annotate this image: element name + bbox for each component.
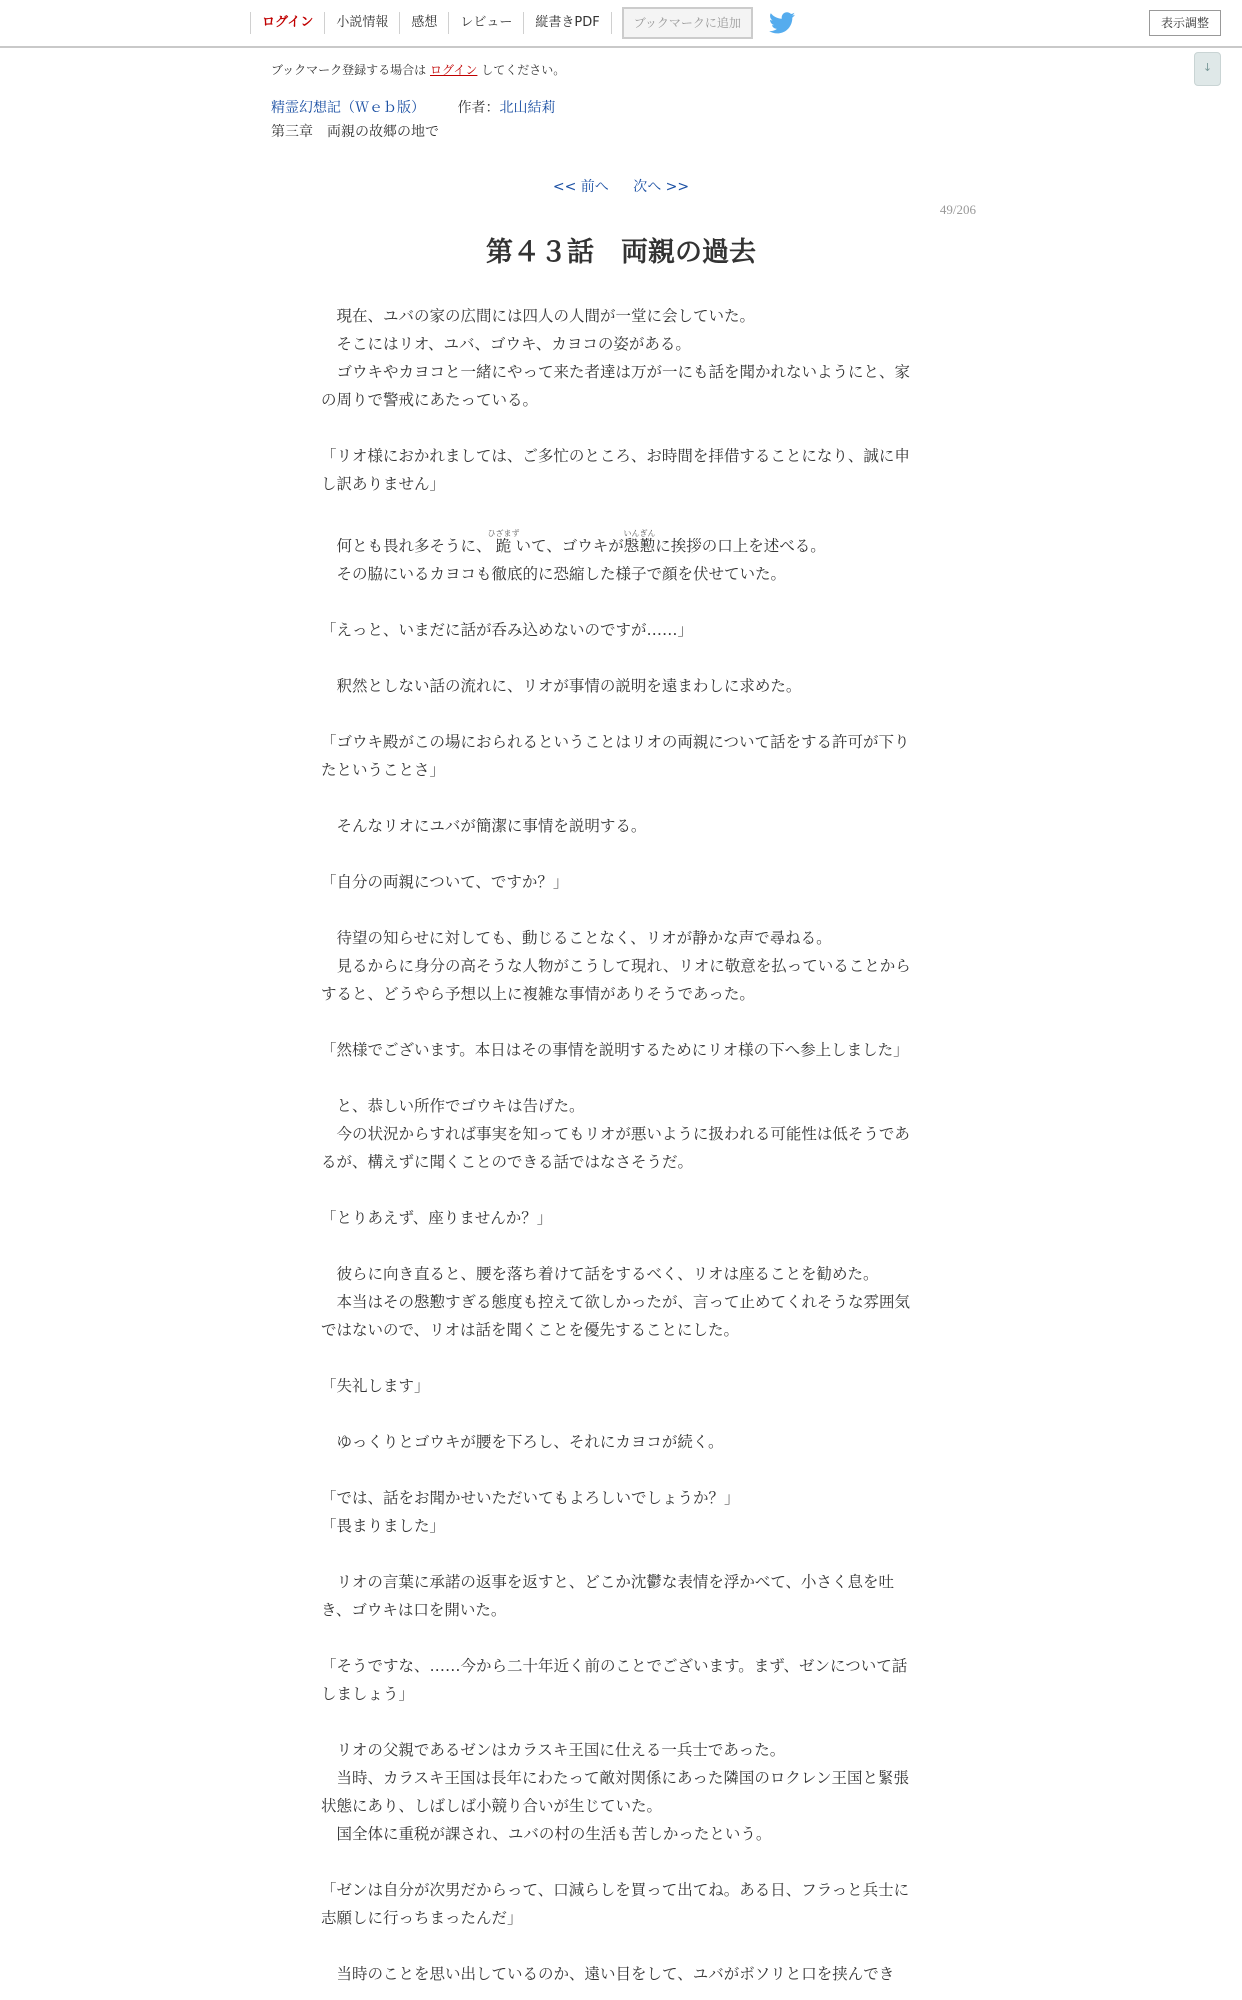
series-title-link[interactable]: 精霊幻想記（Ｗｅｂ版） — [271, 100, 425, 116]
notice-prefix: ブックマーク登録する場合は — [271, 63, 427, 77]
paragraph: 「では、話をお聞かせいただいてもよろしいでしょうか？」 — [321, 1489, 740, 1507]
episode-pager — [0, 176, 1242, 196]
paragraph: 今の状況からすれば事実を知ってもリオが悪いように扱われる可能性は低そうであるが、構えずに聞くことのできる話ではなさそうだ。 — [321, 1125, 910, 1171]
ruby-ingin: 慇懃いんぎん — [623, 529, 656, 555]
paragraph: 当時、カラスキ王国は長年にわたって敵対関係にあった隣国のロクレン王国と緊張状態にあり、しばしば小競り合いが生じていた。 — [321, 1769, 909, 1815]
author-link[interactable]: 北山結莉 — [499, 100, 556, 116]
add-bookmark-button[interactable]: ブックマークに追加 — [622, 7, 753, 39]
paragraph — [321, 1540, 921, 1568]
ruby-hizamazu: 跪ひざまず — [487, 529, 520, 555]
twitter-bird-icon[interactable] — [769, 12, 795, 34]
paragraph: 国全体に重税が課され、ユバの村の生活も苦しかったという。 — [321, 1825, 772, 1843]
paragraph — [321, 1064, 921, 1092]
paragraph: 「えっと、いまだに話が呑み込めないのですが……」 — [321, 621, 694, 639]
next-episode-link[interactable]: 次へ >> — [633, 179, 690, 195]
nav-novel-info[interactable]: 小説情報 — [325, 12, 400, 34]
prev-episode-link[interactable]: << 前へ — [552, 179, 609, 195]
paragraph — [321, 1400, 921, 1428]
paragraph — [321, 1624, 921, 1652]
paragraph: 当時のことを思い出しているのか、遠い目をして、ユバがボソリと口を挟んでき — [321, 1965, 895, 1983]
paragraph — [321, 1232, 921, 1260]
paragraph — [321, 1988, 921, 2000]
paragraph: その脇にいるカヨコも徹底的に恐縮した様子で顔を伏せていた。 — [321, 565, 787, 583]
paragraph: 「畏まりました」 — [321, 1517, 446, 1535]
paragraph — [321, 498, 921, 526]
episode-title: 第４３話 両親の過去 — [486, 237, 756, 268]
scroll-down-button[interactable]: ↓ — [1194, 52, 1221, 86]
paragraph — [321, 1344, 921, 1372]
nav-review[interactable]: レビュー — [449, 12, 524, 34]
paragraph — [321, 700, 921, 728]
paragraph: 「失礼します」 — [321, 1377, 430, 1395]
top-header — [0, 0, 1242, 48]
paragraph: と、恭しい所作でゴウキは告げた。 — [321, 1097, 585, 1115]
paragraph: 釈然としない話の流れに、リオが事情の説明を遠まわしに求めた。 — [321, 677, 802, 695]
episode-counter: 49/206 — [939, 202, 976, 217]
paragraph — [321, 414, 921, 442]
paragraph — [321, 1456, 921, 1484]
bookmark-login-notice — [271, 61, 565, 78]
paragraph — [321, 644, 921, 672]
paragraph: そんなリオにユバが簡潔に事情を説明する。 — [321, 817, 647, 835]
paragraph: 待望の知らせに対しても、動じることなく、リオが静かな声で尋ねる。 — [321, 929, 832, 947]
paragraph: リオの父親であるゼンはカラスキ王国に仕える一兵士であった。 — [321, 1741, 786, 1759]
paragraph: 「然様でございます。本日はその事情を説明するためにリオ様の下へ参上しました」 — [321, 1041, 909, 1059]
series-info — [271, 97, 555, 117]
paragraph: ゴウキやカヨコと一緒にやって来た者達は万が一にも話を聞かれないようにと、家の周りで警戒にあたっている。 — [321, 363, 911, 409]
author-label: 作者： — [457, 100, 500, 116]
notice-suffix: してください。 — [481, 63, 566, 77]
nav-impressions[interactable]: 感想 — [400, 12, 449, 34]
paragraph: 「そうですな、……今から二十年近く前のことでございます。まず、ゼンについて話しましょう」 — [321, 1657, 908, 1703]
paragraph — [321, 1708, 921, 1736]
ruby-paragraph: 何とも畏れ多そうに、跪ひざまずいて、ゴウキが慇懃いんぎんに挨拶の口上を述べる。 — [321, 529, 826, 555]
top-nav — [250, 0, 795, 46]
episode-body — [321, 302, 921, 2000]
notice-login-link[interactable]: ログイン — [430, 63, 478, 77]
nav-login[interactable]: ログイン — [250, 12, 325, 34]
paragraph: 現在、ユバの家の広間には四人の人間が一堂に会していた。 — [321, 307, 756, 325]
paragraph — [321, 1848, 921, 1876]
paragraph: 「とりあえず、座りませんか？」 — [321, 1209, 553, 1227]
paragraph: ゆっくりとゴウキが腰を下ろし、それにカヨコが続く。 — [321, 1433, 724, 1451]
paragraph: リオの言葉に承諾の返事を返すと、どこか沈鬱な表情を浮かべて、小さく息を吐き、ゴウキは口を開いた。 — [321, 1573, 895, 1619]
paragraph: 本当はその慇懃すぎる態度も控えて欲しかったが、言って止めてくれそうな雰囲気ではないので、リオは話を聞くことを優先することにした。 — [321, 1293, 911, 1339]
nav-vertical-pdf[interactable]: 縦書きPDF — [524, 12, 611, 34]
paragraph: 「ゴウキ殿がこの場におられるということはリオの両親について話をする許可が下りたということさ」 — [321, 733, 910, 779]
paragraph — [321, 1176, 921, 1204]
paragraph — [321, 588, 921, 616]
paragraph — [321, 840, 921, 868]
paragraph — [321, 784, 921, 812]
paragraph: 彼らに向き直ると、腰を落ち着けて話をするべく、リオは座ることを勧めた。 — [321, 1265, 879, 1283]
paragraph: 「ゼンは自分が次男だからって、口減らしを買って出てね。ある日、フラっと兵士に志願しに行っちまったんだ」 — [321, 1881, 910, 1927]
paragraph — [321, 896, 921, 924]
paragraph — [321, 1008, 921, 1036]
paragraph: 見るからに身分の高そうな人物がこうして現れ、リオに敬意を払っていることからすると、どうやら予想以上に複雑な事情がありそうであった。 — [321, 957, 911, 1003]
paragraph: 「自分の両親について、ですか？」 — [321, 873, 569, 891]
chapter-title: 第三章 両親の故郷の地で — [271, 124, 439, 140]
paragraph: そこにはリオ、ユバ、ゴウキ、カヨコの姿がある。 — [321, 335, 691, 353]
paragraph — [321, 1932, 921, 1960]
display-settings-button[interactable]: 表示調整 — [1149, 10, 1221, 36]
paragraph: 「リオ様におかれましては、ご多忙のところ、お時間を拝借することになり、誠に申し訳ありません」 — [321, 447, 910, 493]
